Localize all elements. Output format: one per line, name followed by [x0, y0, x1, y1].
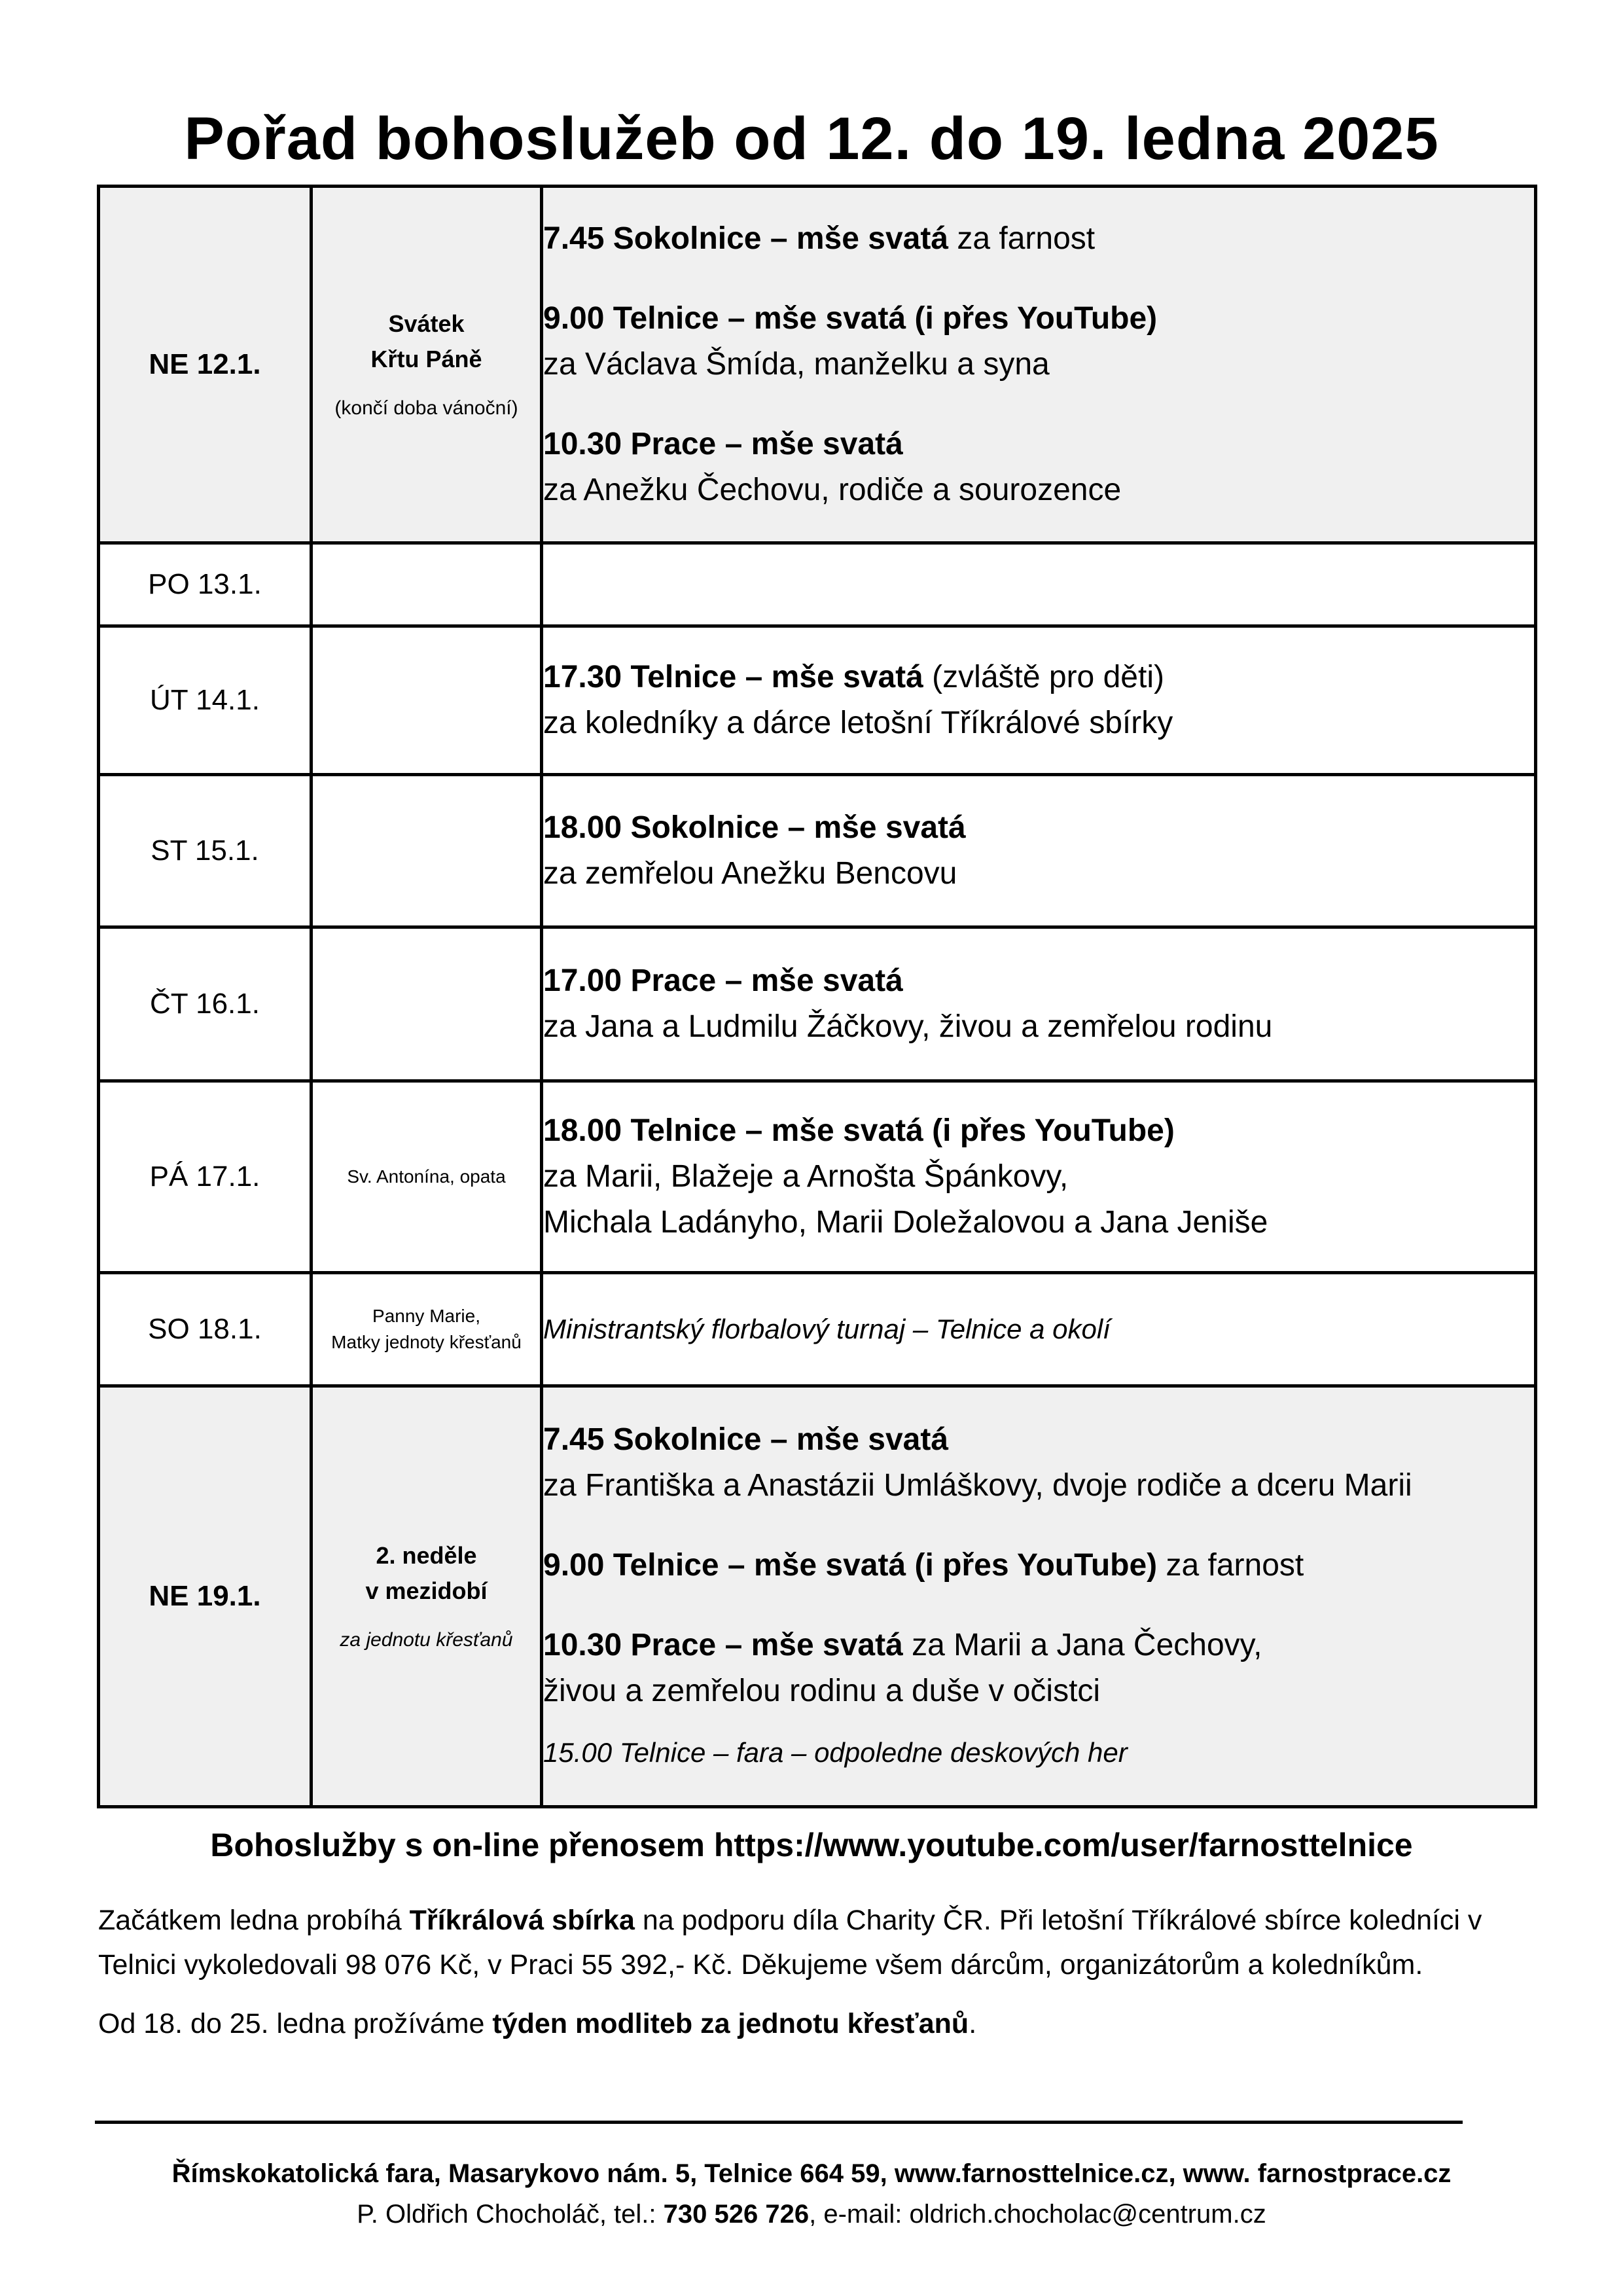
- notes: [98, 1898, 1531, 2060]
- schedule-table: [97, 185, 1537, 1808]
- table-row: [99, 626, 1536, 775]
- events-cell: [542, 1386, 1536, 1807]
- event-title: 17.30 Telnice – mše svatá: [543, 660, 923, 694]
- note-text: na podporu díla Charity ČR. Při letošní Tříkrálové sbírce koledníci v Telnici vykoledovali 98 076 Kč, v Praci 55 392,- Kč. Děkujeme všem dárcům, organizátorům a koledníkům.: [98, 1905, 1482, 1981]
- event: [543, 1108, 1534, 1246]
- note-emphasis: týden modliteb za jednotu křesťanů: [492, 2008, 969, 2039]
- event-title: 17.00 Prace – mše svatá: [543, 963, 903, 998]
- note-emphasis: Tříkrálová sbírka: [409, 1905, 635, 1936]
- feast-title: 2. neděle: [376, 1542, 477, 1569]
- event-intention: za Marii, Blažeje a Arnošta Špánkovy,: [543, 1159, 1069, 1194]
- footer-address: Římskokatolická fara, Masarykovo nám. 5, Telnice 664 59, www.farnosttelnice.cz, www. farnostprace.cz: [171, 2159, 1452, 2188]
- event: [543, 1623, 1534, 1714]
- event: [543, 1417, 1534, 1509]
- event-intention: za farnost: [1157, 1548, 1304, 1583]
- event: [543, 1543, 1534, 1588]
- day-cell: NE 19.1.: [99, 1386, 312, 1807]
- event-intention: živou a zemřelou rodinu a duše v očistci: [543, 1674, 1101, 1708]
- event-title: 7.45 Sokolnice – mše svatá: [543, 1422, 949, 1457]
- feast-cell: [312, 1273, 542, 1386]
- note-paragraph: [98, 1898, 1531, 1987]
- feast-title: Svátek: [388, 310, 465, 337]
- day-cell: SO 18.1.: [99, 1273, 312, 1386]
- note-text: .: [969, 2008, 977, 2039]
- event: [543, 216, 1534, 262]
- table-row: [99, 927, 1536, 1081]
- feast-title: v mezidobí: [365, 1577, 488, 1604]
- feast-cell: [312, 1386, 542, 1807]
- event-intention: za farnost: [948, 221, 1096, 256]
- event-title: 10.30 Prace – mše svatá: [543, 427, 903, 461]
- footer: [0, 2153, 1623, 2234]
- feast-note: Panny Marie,: [372, 1306, 480, 1326]
- events-cell: [542, 187, 1536, 543]
- feast-note: Sv. Antonína, opata: [347, 1166, 506, 1187]
- table-row: [99, 187, 1536, 543]
- events-cell: [542, 626, 1536, 775]
- footer-text: P. Oldřich Chocholáč, tel.:: [357, 2200, 664, 2229]
- event-intention: Michala Ladányho, Marii Doležalovou a Jana Jeniše: [543, 1205, 1268, 1240]
- event-intention: za Václava Šmída, manželku a syna: [543, 347, 1050, 382]
- day-cell: PO 13.1.: [99, 543, 312, 626]
- footer-phone: 730 526 726: [663, 2200, 810, 2229]
- event-title: 7.45 Sokolnice – mše svatá: [543, 221, 949, 256]
- day-cell: PÁ 17.1.: [99, 1081, 312, 1273]
- event: Ministrantský florbalový turnaj – Telnice a okolí: [543, 1314, 1111, 1344]
- events-cell: [542, 775, 1536, 927]
- feast-note: za jednotu křesťanů: [340, 1629, 513, 1651]
- feast-cell: [312, 1081, 542, 1273]
- event: [543, 422, 1534, 513]
- event-title: 18.00 Sokolnice – mše svatá: [543, 810, 966, 845]
- event-intention: za koledníky a dárce letošní Tříkrálové sbírky: [543, 706, 1173, 740]
- event: [543, 958, 1534, 1050]
- table-row: [99, 543, 1536, 626]
- event: [543, 805, 1534, 897]
- table-row: [99, 1273, 1536, 1386]
- table-row: [99, 775, 1536, 927]
- footer-email: , e-mail: oldrich.chocholac@centrum.cz: [809, 2200, 1266, 2229]
- note-text: Začátkem ledna probíhá: [98, 1905, 410, 1936]
- events-cell: [542, 1081, 1536, 1273]
- page-title: Pořad bohoslužeb od 12. do 19. ledna 2025: [184, 105, 1439, 172]
- day-cell: ST 15.1.: [99, 775, 312, 927]
- event-intention: za zemřelou Anežku Bencovu: [543, 856, 957, 891]
- event-intention: za Marii a Jana Čechovy,: [902, 1628, 1262, 1662]
- event-title: 9.00 Telnice – mše svatá (i přes YouTube): [543, 1548, 1158, 1583]
- footer-contact: [0, 2194, 1623, 2234]
- feast-note: (končí doba vánoční): [334, 397, 518, 419]
- day-cell: NE 12.1.: [99, 187, 312, 543]
- youtube-line: Bohoslužby s on-line přenosem https://www.youtube.com/user/farnosttelnice: [210, 1827, 1413, 1863]
- note-paragraph: [98, 2001, 1531, 2046]
- event-intention: za Jana a Ludmilu Žáčkovy, živou a zemřelou rodinu: [543, 1009, 1273, 1044]
- day-cell: ÚT 14.1.: [99, 626, 312, 775]
- feast-cell: [312, 187, 542, 543]
- event-title: 10.30 Prace – mše svatá: [543, 1628, 903, 1662]
- event-note: (zvláště pro děti): [923, 660, 1164, 694]
- day-cell: ČT 16.1.: [99, 927, 312, 1081]
- event-title: 9.00 Telnice – mše svatá (i přes YouTube): [543, 301, 1158, 336]
- feast-cell: [312, 927, 542, 1081]
- events-cell: [542, 927, 1536, 1081]
- event-intention: za Františka a Anastázii Umláškovy, dvoje rodiče a dceru Marii: [543, 1468, 1412, 1503]
- table-row: [99, 1081, 1536, 1273]
- event: [543, 296, 1534, 387]
- events-cell: [542, 543, 1536, 626]
- footer-divider: [95, 2121, 1463, 2124]
- event-title: 18.00 Telnice – mše svatá (i přes YouTube): [543, 1113, 1175, 1148]
- event: [543, 655, 1534, 746]
- note-text: Od 18. do 25. ledna prožíváme: [98, 2008, 493, 2039]
- feast-cell: [312, 775, 542, 927]
- feast-title: Křtu Páně: [370, 346, 482, 372]
- feast-note: Matky jednoty křesťanů: [331, 1332, 522, 1352]
- feast-cell: [312, 543, 542, 626]
- table-row: [99, 1386, 1536, 1807]
- event-note: 15.00 Telnice – fara – odpoledne deskových her: [543, 1737, 1128, 1768]
- events-cell: [542, 1273, 1536, 1386]
- feast-cell: [312, 626, 542, 775]
- event-intention: za Anežku Čechovu, rodiče a sourozence: [543, 473, 1122, 507]
